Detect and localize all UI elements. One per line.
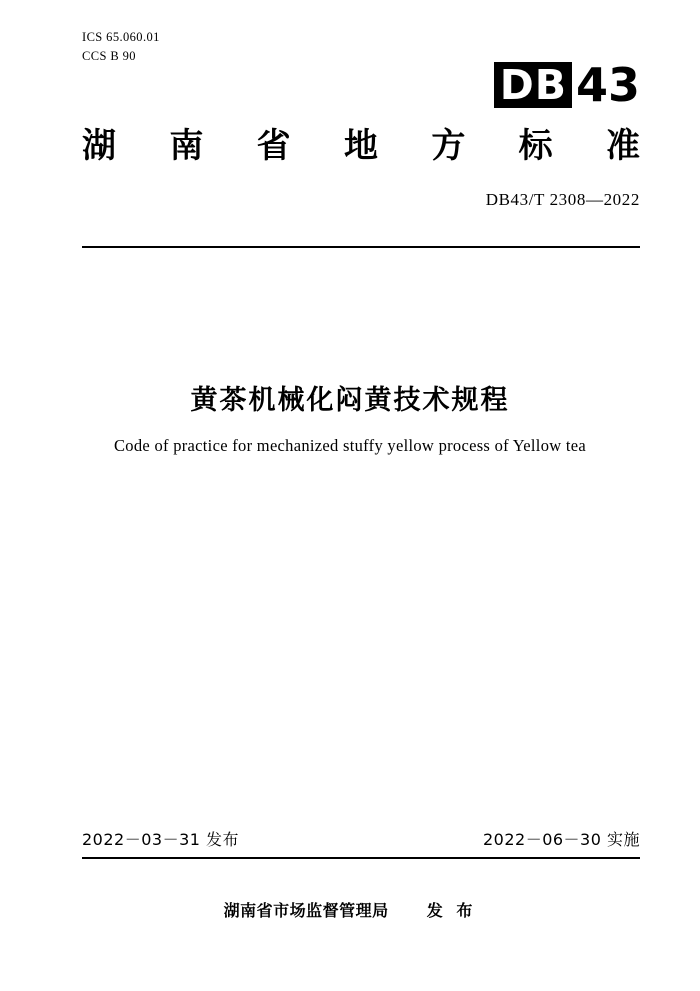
standard-title-char-5: 标 <box>518 126 553 166</box>
issue-date: 2022－03－31 发布 <box>82 830 240 849</box>
db-logo-prefix: DB <box>494 62 572 108</box>
date-row <box>82 827 640 850</box>
publisher-line <box>0 898 700 921</box>
document-title-en: Code of practice for mechanized stuffy yellow process of Yellow tea <box>113 436 587 455</box>
ics-code: ICS 65.060.01 <box>82 30 160 44</box>
document-title-cn: 黄茶机械化闷黄技术规程 <box>190 385 510 416</box>
standard-title-char-6: 准 <box>605 126 640 166</box>
header-divider <box>82 246 640 248</box>
ccs-code: CCS B 90 <box>82 49 136 64</box>
header-meta <box>82 28 160 67</box>
publisher-action: 发 布 <box>426 901 477 920</box>
standard-title-char-0: 湖 <box>82 126 116 166</box>
db43-logo <box>494 56 640 112</box>
db-logo-number: 43 <box>575 58 640 112</box>
implementation-date: 2022－06－30 实施 <box>482 830 640 849</box>
standard-title-char-4: 方 <box>431 126 466 166</box>
standard-title-cn <box>82 124 640 168</box>
standard-number: DB43/T 2308—2022 <box>485 190 640 209</box>
standard-title-char-2: 省 <box>256 126 291 166</box>
standard-title-char-1: 南 <box>169 126 204 166</box>
footer-divider <box>82 857 640 859</box>
standard-title-char-3: 地 <box>343 126 378 166</box>
publisher-name: 湖南省市场监督管理局 <box>223 901 389 920</box>
